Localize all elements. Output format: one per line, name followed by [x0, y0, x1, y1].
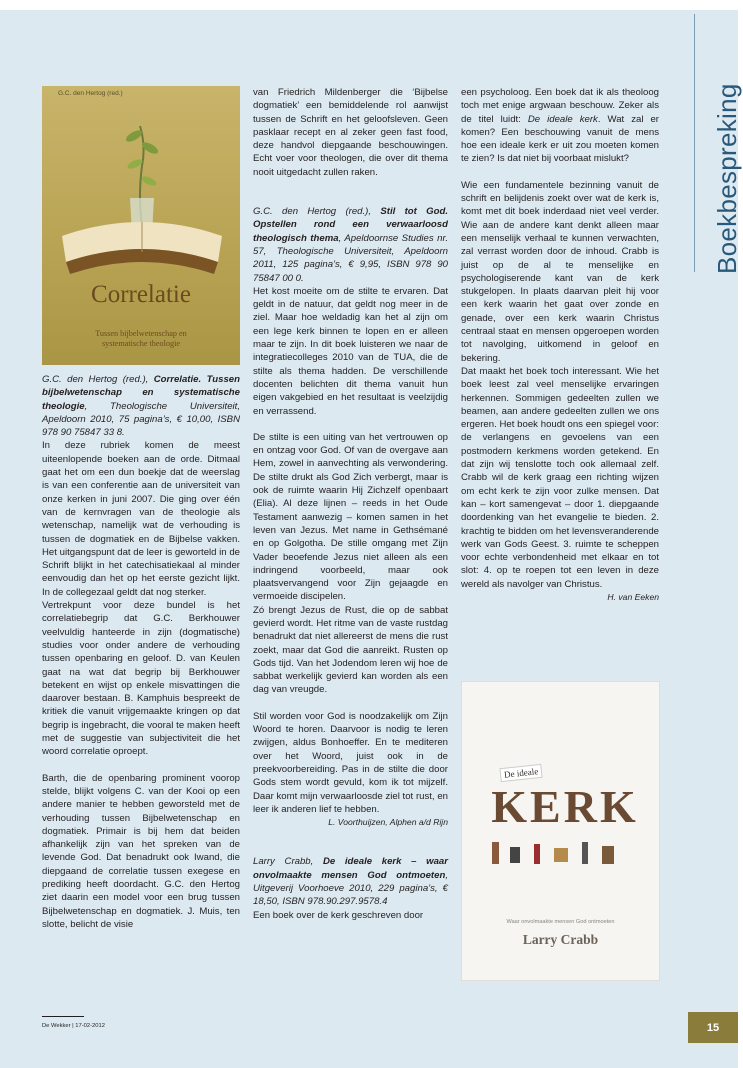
citation-title: De ideale kerk – waar onvolmaakte mensen God ontmoeten	[253, 856, 448, 881]
citation-correlatie	[42, 373, 240, 439]
paragraph: van Friedrich Mildenberger die ‘Bijbelse dogmatiek’ een bemiddelende rol aanwijst tussen de Schrift en het geloofsleven. Geen pasklaar recept en al zeker geen fast food, deze handvol diepgaande beschouwingen. Echt voer voor theologen, die over dit thema nooit uitgedacht zullen raken.	[253, 87, 448, 178]
page-number: 15	[688, 1012, 738, 1043]
cover-author: Larry Crabb	[522, 932, 599, 947]
column-2	[253, 86, 448, 922]
paragraph	[461, 86, 659, 166]
cover-title: Correlatie	[91, 281, 191, 308]
citation-author: Larry Crabb,	[253, 856, 323, 868]
cover-big-word: KERK	[491, 781, 639, 832]
open-book-plant-illustration	[42, 86, 240, 365]
citation-author: G.C. den Hertog (red.),	[253, 206, 381, 218]
book-cover-correlatie	[42, 86, 240, 365]
cover-subtitle-line1: Tussen bijbelwetenschap en	[95, 329, 187, 338]
reviewer-signature: L. Voorthuijzen, Alphen a/d Rijn	[328, 817, 448, 828]
citation-title: Stil tot God. Opstellen rond een verwaarloosd theologisch thema	[253, 206, 448, 244]
paragraph: De stilte is een uiting van het vertrouwen op en ontzag voor God. Of van de overgave aan Hem, zowel in aanvechting als verwondering. De stilte drukt als God Zich verbergt, maar is ook de ruimte waarin Hij Zichzelf openbaart (Elia). Al deze lijnen – reeds in het Oude Testament aanwezig – komen samen in het leven van Jezus. Met name in Gethsémané en op Golgotha. De stille omgang met Zijn Vader beoefende Jezus niet alleen als een indringend voorbeeld, maar ook plaatsvervangend voor Zijn gejaagde en vermoeide discipelen.	[253, 431, 448, 603]
citation-details: , Apeldoornse Studies nr. 57, Theologische Universiteit, Apeldoorn 2011, 125 pagina’s, € 9,95, ISBN 978 90 75847 00 0.	[253, 232, 448, 284]
citation-title: Correlatie. Tussen bijbelwetenschap en systematische theologie	[42, 374, 240, 412]
footer-publication: De Wekker | 17-02-2012	[42, 1023, 105, 1029]
citation-details: , Theologische Universiteit, Apeldoorn 2010, 75 pagina’s, € 10,00, ISBN 978 90 75847 33 8.	[42, 400, 240, 439]
book-title-italic: De ideale kerk	[527, 113, 598, 125]
column-1	[42, 373, 240, 931]
section-title: Boekbespreking	[712, 83, 742, 274]
citation-author: G.C. den Hertog (red.),	[42, 374, 154, 385]
section-divider-line	[694, 14, 695, 272]
paragraph: Zó brengt Jezus de Rust, die op de sabbat gevierd wordt. Het ritme van de vaste rustdag benadrukt dat niet allereerst de mens die rust zoekt, maar dat God die aanreikt. Rusten op Gods tijd. Van het Jodendom leren wij hoe de sabbat werkelijk gevierd kan worden als een dag van vreugde.	[253, 604, 448, 696]
paragraph: Vertrekpunt voor deze bundel is het correlatiebegrip dat G.C. Berkhouwer veelvuldig hanteerde in zijn (dogmatische) studies voor onder andere de verhouding tussen openbaring en geloof. D. van Keulen gaat na wat dat begrip bij Berkhouwer betekent en wijst op enkele misvattingen die daarover bestaan. B. Kamphuis bespreekt de kritiek die vanuit vrijgemaakte kringen op dat begrip is ingebracht, die vooral te maken heeft met de suggestie van subjectiviteit die het woord correlatie oproept.	[42, 600, 240, 758]
cover-tagline: Waar onvolmaakte mensen God ontmoeten	[506, 919, 615, 925]
cover-label: De ideale	[499, 764, 542, 782]
citation-de-ideale-kerk	[253, 855, 448, 908]
paragraph: Stil worden voor God is noodzakelijk om Zijn Woord te horen. Daarvoor is nodig te leren zwijgen, aldus Bonhoeffer. En te mediteren over het Woord, juist ook in de preekvoorbereiding. Pas in de stilte die door Gods stem wordt gevuld, kom ik tot mijzelf. Daar komt mijn verwaarloosde ziel tot rust, en leer ik anderen lief te hebben.	[253, 710, 448, 815]
citation-stil-tot-god	[253, 205, 448, 285]
text-span: . Wat zal er komen? Een beschouwing vanuit de mens hoe een ideale kerk er uit zou moeten komen te zien? Is dat niet bij voorbaat mislukt?	[461, 113, 659, 165]
cover-subtitle-line2: systematische theologie	[102, 339, 180, 348]
column-3	[461, 86, 659, 604]
paragraph: Barth, die de openbaring prominent voorop stelde, blijkt volgens C. van der Kooi op een andere manier te hebben geworsteld met de verhouding tussen Bijbelwetenschap en dogmatiek. Primair is bij hem dat beiden afhankelijk zijn van het spreken van de levende God. Dat benadrukt ook Iwand, die diepgaand de correlatie tussen exegese en prediking heeft doordacht. G.C. den Hertog ziet daarin een model voor een brug tussen Bijbelwetenschap en dogmatiek. J. Muis, ten slotte, belicht de visie	[42, 772, 240, 930]
cover-subtitle	[42, 329, 240, 349]
paragraph: Wie een fundamentele bezinning vanuit de schrift en belijdenis zoekt over wat de kerk is, komt met dit boek inderdaad niet veel verder. Wie aan de andere kant denkt alleen maar een menselijk verhaal te kunnen verwachten, zal verrast worden door de inhoud. Crabb is juist op de al te menselijke en psychologiserende kant van de kerk stukgelopen. In plaats daarvan pleit hij voor een kerk waarin het gaat over zonde en genade, over een kerk waarin Christus centraal staat en mensen opgeroepen worden tot navolging, uitkomend in geloof en bekering.	[461, 179, 659, 364]
paragraph: Het kost moeite om de stilte te ervaren. Dat geldt in de natuur, dat geldt nog meer in de ziel. Maar hoe weldadig kan het al zijn om een lege kerk binnen te lopen en er alleen maar te zijn. In dit boek luisteren we naar de integratiecolleges 2010 van de TUA, die de stilte als thema hadden. De verschillende docenten belichten dit thema vanuit hun eigen vakgebied en het resultaat is veelzijdig en verrassend.	[253, 285, 448, 417]
cover-author: G.C. den Hertog (red.)	[58, 90, 123, 97]
paragraph: Dat maakt het boek toch interessant. Wie het boek leest zal veel menselijke ervaringen herkennen. Sommigen gedeelten zullen we beamen, aan andere gedeelten zullen we ons ergeren. Het boek houdt ons een spiegel voor: de verlangens en gevoelens van een postmodern kerkmens worden getekend. En dat zijn wij tenslotte toch ook allemaal zelf. Crabb wil de kerk graag een richting wijzen om echt kerk te zijn voor zulke mensen. Dat kan – kort samengevat – door 1. diepgaande doordenking van het evangelie te bieden. 2. krachtig te bidden om het levensveranderende werk van Gods Geest. 3. ruimte te scheppen voor echte verbondenheid met elkaar en tot slot: 4. op te roepen tot een leven in deze wereld als navolger van Christus.	[461, 365, 659, 590]
book-cover-de-ideale-kerk	[461, 681, 660, 981]
text-span: een psycholoog. Een boek dat ik als theoloog toch met enige argwaan beschouw. Zeker als de titel luidt:	[461, 87, 659, 125]
reviewer-signature: H. van Eeken	[607, 591, 659, 602]
paragraph: Een boek over de kerk geschreven door	[253, 909, 424, 921]
footer-divider	[42, 1016, 84, 1017]
citation-details: , Uitgeverij Voorhoeve 2010, 229 pagina’s, € 18,50, ISBN 978.90.297.9578.4	[253, 869, 448, 908]
paragraph: In deze rubriek komen de meest uiteenlopende boeken aan de orde. Ditmaal gaat het om een dun boekje dat de weerslag is van een conferentie aan de universiteit van onze kerken in juni 2007. Die ging over één van de kernvragen van de theologie als wetenschap, namelijk wat de verhouding is tussen de dogmatiek en de Bijbelse vakken. Het uitgangspunt dat de leer is geworteld in de Schrift blijkt in het catechisatiekaal al minder eenvoudig dan het op het eerste gezicht lijkt. In de collegezaal geldt dat nog sterker.	[42, 440, 240, 598]
